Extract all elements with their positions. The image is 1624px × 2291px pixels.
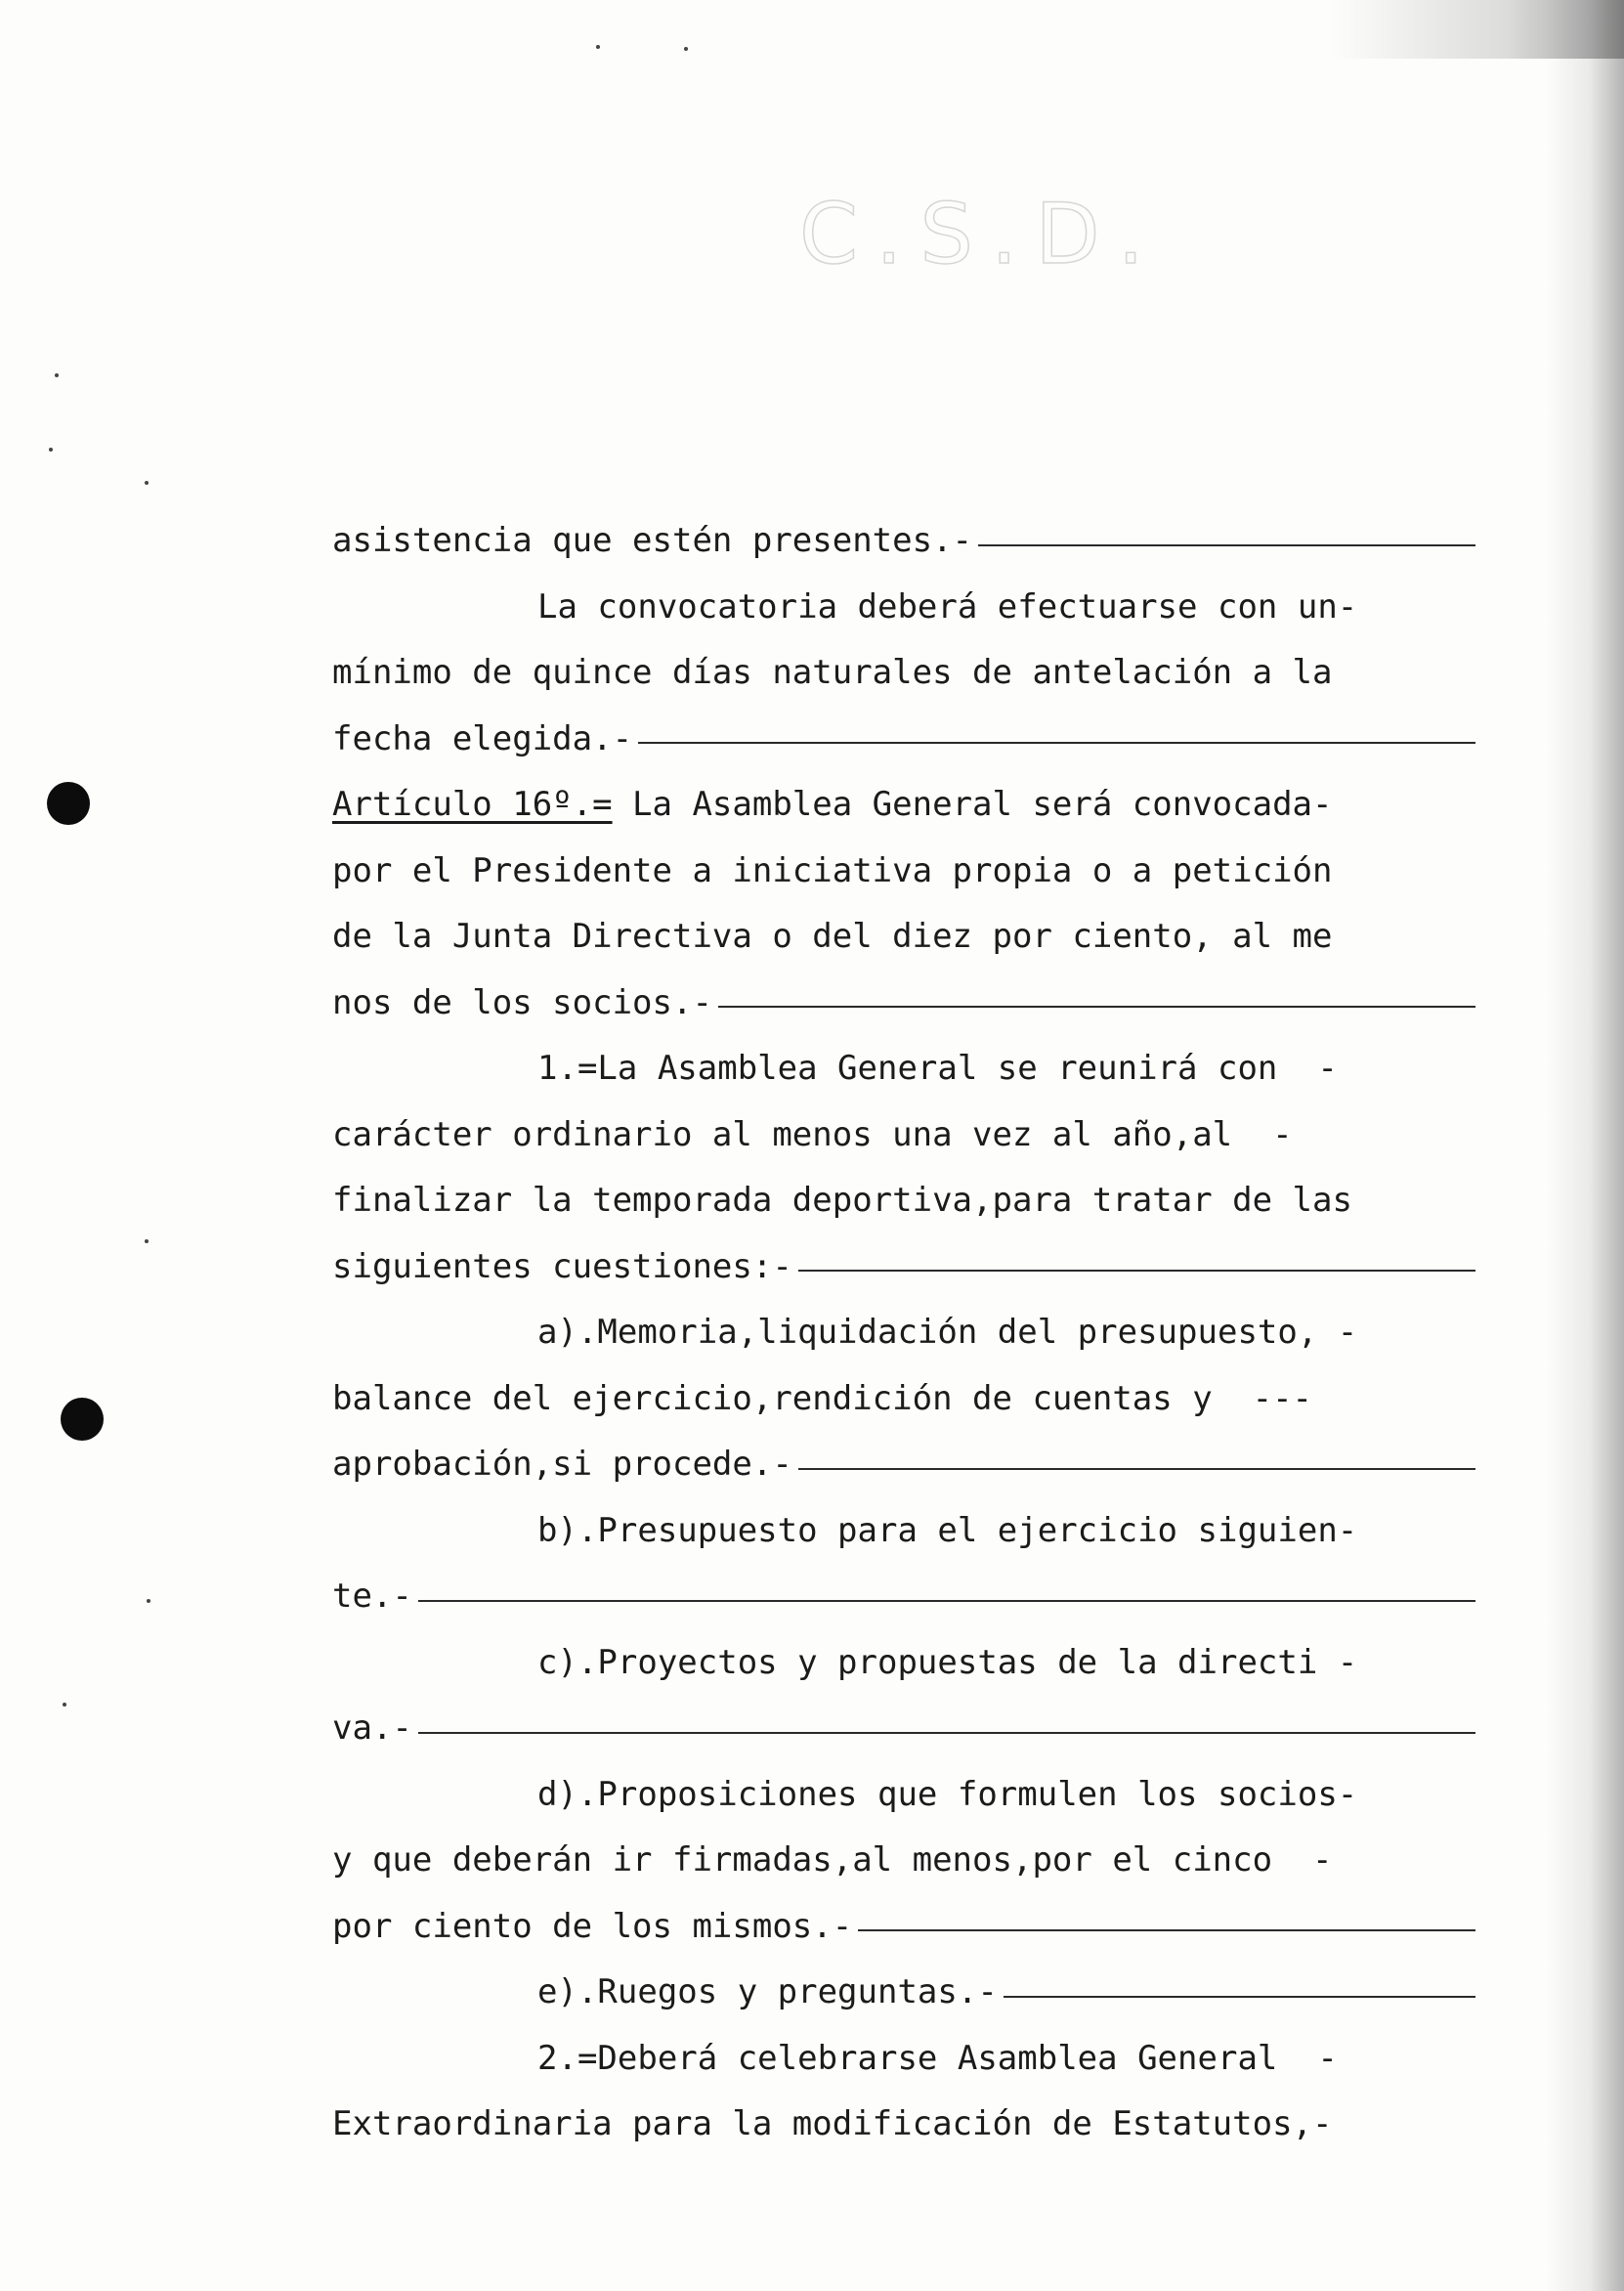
line-text: fecha elegida.- (332, 718, 633, 758)
text-line (332, 1234, 1505, 1301)
text-line (332, 2026, 1505, 2093)
text-line (332, 2092, 1505, 2158)
scan-speck (145, 481, 149, 485)
line-text: va.- (332, 1708, 412, 1748)
fill-rule-line (978, 544, 1475, 546)
line-text: La convocatoria deberá efectuarse con un- (537, 586, 1358, 627)
line-text: te.- (332, 1577, 412, 1616)
text-line (332, 1762, 1505, 1829)
scan-speck (55, 373, 59, 377)
text-line (332, 772, 1505, 839)
line-text: por el Presidente a iniciativa propia o a petición (332, 850, 1333, 890)
line-text: mínimo de quince días naturales de antelación a la (332, 653, 1333, 692)
text-line (332, 1498, 1505, 1565)
text-line (332, 1300, 1505, 1366)
scan-speck (596, 45, 600, 49)
text-line (332, 1366, 1505, 1433)
fill-rule-line (418, 1732, 1475, 1734)
line-text: a).Memoria,liquidación del presupuesto, - (537, 1313, 1358, 1352)
fill-rule-line (798, 1468, 1475, 1470)
scan-corner-shadow (1331, 0, 1624, 59)
typed-text-body (332, 508, 1505, 2158)
scan-speck (684, 47, 688, 51)
text-line (332, 1960, 1505, 2026)
text-line (332, 1102, 1505, 1169)
text-line (332, 1168, 1505, 1234)
text-line (332, 1828, 1505, 1894)
text-line (332, 1894, 1505, 1961)
line-text: y que deberán ir firmadas,al menos,por el cinco - (332, 1840, 1333, 1880)
text-line (332, 839, 1505, 905)
scan-edge-shadow (1546, 0, 1624, 2291)
line-text: carácter ordinario al menos una vez al año,al - (332, 1114, 1293, 1154)
fill-rule-line (858, 1929, 1475, 1931)
line-text: b).Presupuesto para el ejercicio siguien- (537, 1510, 1358, 1550)
line-text: 2.=Deberá celebrarse Asamblea General - (537, 2038, 1338, 2078)
text-line (332, 904, 1505, 971)
fill-rule-line (718, 1006, 1475, 1008)
line-text: aprobación,si procede.- (332, 1445, 792, 1484)
text-line (332, 508, 1505, 575)
article-heading: Artículo 16º.= (332, 785, 613, 824)
scan-speck (63, 1703, 66, 1707)
text-line (332, 1630, 1505, 1697)
scan-speck (147, 1599, 150, 1603)
line-text: nos de los socios.- (332, 982, 712, 1022)
text-line (332, 1432, 1505, 1498)
fill-rule-line (798, 1270, 1475, 1272)
binder-hole-icon (47, 782, 90, 825)
text-line (332, 707, 1505, 773)
perforated-watermark: C.S.D. (799, 186, 1162, 283)
line-text: c).Proyectos y propuestas de la directi - (537, 1642, 1358, 1682)
line-text: finalizar la temporada deportiva,para tratar de las (332, 1181, 1352, 1220)
fill-rule-line (418, 1600, 1475, 1602)
line-text: d).Proposiciones que formulen los socios- (537, 1774, 1358, 1814)
fill-rule-line (638, 742, 1475, 744)
fill-rule-line (1004, 1996, 1475, 1998)
line-text: La Asamblea General será convocada- (612, 785, 1333, 824)
line-text: e).Ruegos y preguntas.- (537, 1972, 998, 2011)
text-line (332, 575, 1505, 641)
text-line (332, 971, 1505, 1037)
line-text: balance del ejercicio,rendición de cuentas y --- (332, 1378, 1313, 1418)
line-text: asistencia que estén presentes.- (332, 521, 973, 560)
binder-hole-icon (61, 1398, 104, 1441)
text-line (332, 1036, 1505, 1102)
text-line (332, 1564, 1505, 1630)
line-text: siguientes cuestiones:- (332, 1246, 792, 1286)
line-text: Extraordinaria para la modificación de Estatutos,- (332, 2104, 1333, 2143)
line-text: 1.=La Asamblea General se reunirá con - (537, 1049, 1338, 1088)
text-line (332, 1696, 1505, 1762)
scan-speck (145, 1239, 149, 1243)
scan-speck (49, 448, 53, 452)
line-text: por ciento de los mismos.- (332, 1906, 853, 1946)
text-line (332, 640, 1505, 707)
line-text: de la Junta Directiva o del diez por ciento, al me (332, 917, 1333, 956)
